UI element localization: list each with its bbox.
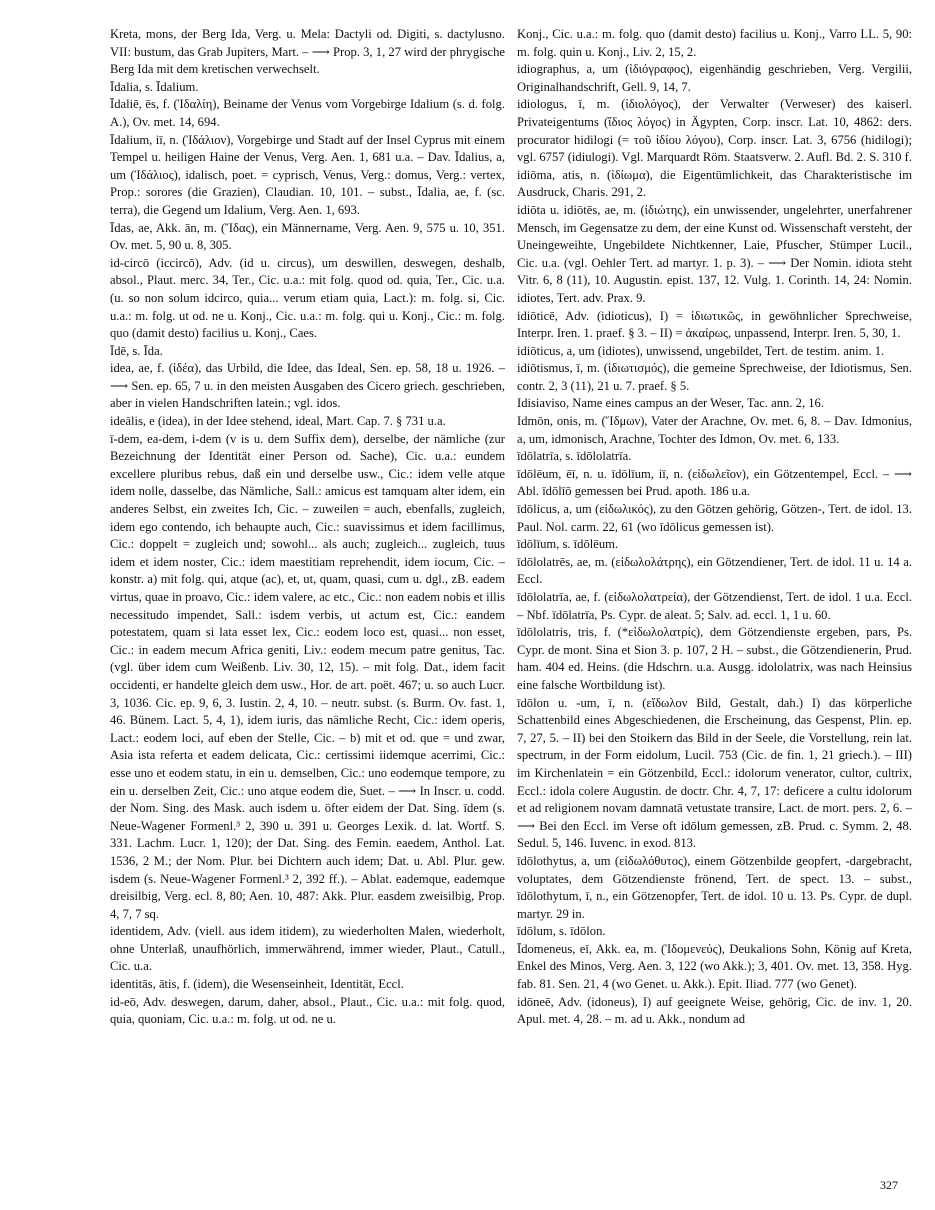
entry: īdōlolatrīa, ae, f. (εἰδωλολατρεία), der Götzendienst, Tert. de idol. 1 u.a. Eccl. – Nbf. īdōlatrīa, Ps. Cypr. de aleat. 5; Salv. ad. eccl. 1, 1 u. 60. [517, 590, 912, 622]
page-number: 327 [880, 1178, 898, 1192]
entry: id-eō, Adv. deswegen, darum, daher, absol., Plaut., Cic. u.a.: mit folg. quod, quia, quoniam, Cic. u.a.: m. folg. ut od. ne u. [110, 994, 505, 1027]
entry: īdōlon u. -um, ī, n. (εἴδωλον Bild, Gestalt, dah.) I) das körperliche Schattenbild eines Abgeschiedenen, die Erscheinung, das Gespenst, Plin. ep. 7, 27, 5. – II) bei den Stoikern das Bild in der Seele, die Vorstellung, rein lat. spectrum, in der Form eidolum, Lucil. 753 (Cic. de fin. 1, 21 griech.). – III) im Kirchenlatein = ein Götzenbild, Eccl.: idolorum venerator, cultor, cultrix, Eccl.: idola colere Augustin. de doctr. Chr. 4, 7, 17: deficere a cultu idolorum et ad religionem novam damnatā vetustate transire, Lact. de mort. pers. 2, 6. – ⟶ Bei den Eccl. im Verse oft idōlum gemessen, zB. Prud. c. Symm. 2, 48. Sedul. 5, 146. Iuvenc. in exod. 813. [517, 695, 912, 851]
entry: ideālis, e (idea), in der Idee stehend, ideal, Mart. Cap. 7. § 731 u.a. [110, 414, 446, 429]
entry: idiologus, ī, m. (ἰδιολόγος), der Verwalter (Verweser) des kaiserl. Privateigentums (ἴδιος λόγος) in Ägypten, Corp. inscr. Lat. 10, 4862: ders. procurator hidilogi (= τοῦ ἰδίου λόγου), Corp. inscr. Lat. 3, 6756 (hidilogi); vgl. 6757 (idiulogi). Vgl. Marquardt Röm. Staatsverw. 2. Aufl. Bd. 2. S. 310 f. [517, 97, 912, 165]
entry: idiōticus, a, um (idiotes), unwissend, ungebildet, Tert. de testim. anim. 1. [517, 343, 885, 358]
entry: īdōlum, s. īdōlon. [517, 924, 606, 939]
entry: Īdē, s. Īda. [110, 343, 163, 358]
entry: Īdomeneus, eī, Akk. ea, m. (Ἰδομενεύς), Deukalions Sohn, König auf Kreta, Enkel des Minos, Verg. Aen. 3, 122 (wo Akk.); 3, 401. Ov. met. 13, 358. Hyg. fab. 81. Sen. 21, 4 (wo Genet. u. Akk.). Epit. Iliad. 777 (wo Genet). [517, 941, 912, 992]
entry: idōneē, Adv. (idoneus), I) auf geeignete Weise, gehörig, Cic. de inv. 1, 20. Apul. met. 4, 28. – m. ad u. Akk., nondum ad [517, 994, 912, 1027]
entry: Īdaliē, ēs, f. (Ἰδαλίη), Beiname der Venus vom Vorgebirge Idalium (s. d. folg. A.), Ov. met. 14, 694. [110, 97, 505, 129]
entry: idiōma, atis, n. (ἰδίωμα), die Eigentümlichkeit, das Charakteristische im Ausdruck, Charis. 291, 2. [517, 167, 912, 200]
entry: Idisiaviso, Name eines campus an der Weser, Tac. ann. 2, 16. [517, 396, 824, 411]
entry: idiōticē, Adv. (idioticus), I) = ἰδιωτικῶς, in gewöhnlicher Sprechweise, Interpr. Iren. 1. praef. § 3. – II) = ἀκαίρως, unpassend, Interpr. Iren. 5, 30, 1. [517, 308, 912, 341]
entry: Īdalium, iī, n. (Ἰδάλιον), Vorgebirge und Stadt auf der Insel Cyprus mit einem Tempel u. heiligen Haine der Venus, Verg. Aen. 1, 681 u.a. – Dav. Īdalius, a, um (Ἰδάλιος), idalisch, poet. = cyprisch, Venus, Verg.: domus, Verg.: vertex, Prop.: sorores (die Grazien), Claudian. 10, 101. – subst., Īdalia, ae, f. (sc. terra), die Gegend um Idalium, Verg. Aen. 1, 693. [110, 132, 505, 217]
entry: īdōlēum, ēī, n. u. īdōlīum, iī, n. (εἰδωλεῖον), ein Götzentempel, Eccl. – ⟶ Abl. īdōlīō gemessen bei Prud. apoth. 186 u.a. [517, 466, 912, 499]
entry: Īdalia, s. Īdalium. [110, 79, 199, 94]
entry: id-circō (iccircō), Adv. (id u. circus), um deswillen, deswegen, deshalb, absol., Plaut. merc. 34, Ter., Cic. u.a.: mit folg. quod od. quia, Ter., Cic. u.a. (u. so non solum idcirco, quia... verum etiam quia, Lact.): m. folg. si, Cic. u.a.: m. folg. ut od. ne u. Konj., Cic. u.a.: m. folg. qui u. Konj., Cic.: m. folg. quo (damit desto) facilius u. Konj., Caes. [110, 255, 505, 341]
entry: Īdas, ae, Akk. ān, m. (Ἴδας), ein Männername, Verg. Aen. 9, 575 u. 10, 351. Ov. met. 5, 90 u. 8, 305. [110, 220, 505, 253]
left-column [110, 26, 505, 1029]
entry: Idmōn, onis, m. (Ἴδμων), Vater der Arachne, Ov. met. 6, 8. – Dav. Idmonius, a, um, idmonisch, Arachne, Tochter des Idmon, Ov. met. 6, 133. [517, 414, 912, 446]
entry: idiōtismus, ī, m. (ἰδιωτισμός), die gemeine Sprechweise, der Idiotismus, Sen. contr. 2, 3 (11), 21 u. 7. praef. § 5. [517, 361, 912, 393]
entry: Konj., Cic. u.a.: m. folg. quo (damit desto) facilius u. Konj., Varro LL. 5, 90: m. folg. quin u. Konj., Liv. 2, 15, 2. [517, 27, 912, 59]
entry: īdōlicus, a, um (εἰδωλικός), zu den Götzen gehörig, Götzen-, Tert. de idol. 13. Paul. Nol. carm. 22, 61 (wo īdōlicus gemessen ist). [517, 502, 912, 534]
entry: īdōlolatris, tris, f. (*εἰδωλολατρίς), dem Götzendienste ergeben, pars, Ps. Cypr. de mont. Sina et Sion 3. p. 107, 2 H. – subst., die Götzendienerin, Prud. ham. 404 ed. Heins. (die Hdschrn. u.a. Ausgg. idololatrix, was nach Heinsius eine falsche Wortbildung ist). [517, 625, 912, 692]
entry: idiōta u. idiōtēs, ae, m. (ἰδιώτης), ein unwissender, ungelehrter, unerfahrener Mensch, im Gegensatze zu dem, der eine Kunst od. Wissenschaft versteht, der Uneingeweihte, Ungebildete Nichtkenner, Laie, Pfuscher, Stümper Lucil., Cic. u.a. (vgl. Oehler Tert. ad martyr. 1. p. 3). – ⟶ Der Nomin. idiota steht Vitr. 6, 8 (11), 10. Augustin. epist. 137, 12. Vulg. 1. Corinth. 14, 24: Nomin. idiotes, Tert. adv. Prax. 9. [517, 202, 912, 305]
entry: īdōlīum, s. īdōlēum. [517, 537, 619, 552]
entry: idea, ae, f. (ἰδέα), das Urbild, die Idee, das Ideal, Sen. ep. 58, 18 u. 1926. – ⟶ Sen. ep. 65, 7 u. in den meisten Ausgaben des Cicero griech. geschrieben, aber in vielen Handschriften latein.; vgl. idos. [110, 361, 505, 411]
entry: ī-dem, ea-dem, i-dem (v is u. dem Suffix dem), derselbe, der nämliche (zur Bezeichnung der Identität einer Person od. Sache), Cic. u.a.: eundem excellere pluribus rebus, daß ein und derselbe usw., Cic.: idem velle atque idem nolle, dasselbe, das Nämliche, Sall.: amicus est tamquam alter idem, ein anderes Selbst, ein zweites Ich, Cic. – zuweilen = auch, ebenfalls, zugleich, idem ego contendo, ich behaupte auch, Cic.: suavissimus et idem facillimus, Cic.: doppelt = zugleich und; sowohl... als auch; zugleich... zugleich, tuus idem et idem noster, Cic.: idem maestitiam reprehendit, idem iocum, Cic. – konstr. a) mit folg. qui, atque (ac), et, ut, quam, quasi, cum u. dgl., zB. eadem virtus, quae in proavo, Cic.: idem valere, ac etc., Cic.: non eadem nobis et illis necessitudo impendet, Sall.: isdem verbis, ut actum est, Cic.: eandem potestatem, quam si lata esset lex, Cic.: eodem loco est, quasi... non esset, Cic.: in eadem mecum Africa geniti, Liv.: eodem mecum patre genitus, Tac. (vgl. über idem cum Weißenb. Liv. 30, 12, 15). – mit folg. Dat., idem facit occidenti, er handelte gleich dem usw., Hor. de art. poët. 467; u. so auch Lucr. 3, 1036. Cic. ep. 9, 6, 3. Iustin. 2, 4, 10. – neutr. subst. (s. Burm. Ov. fast. 1, 46. Bünem. Lact. 5, 4, 1), idem iuris, das nämliche Recht, Cic.: idem operis, Lact.: eodem loci, auf eben der Stelle, Cic. – b) mit et od. que = und zwar, Asia ista referta et eadem delicata, Cic.: certissimi iidemque acerrimi, Cic.: esse uno et eodem statu, in ein u. demselben, Cic.: uno eodemque tempore, zu ein u. derselben Zeit, Cic.: uno atque eodem die, Suet. – ⟶ In Inscr. u. codd. der Nom. Sing. des Mask. auch isdem u. öfter eidem der Dat. Sing. īdem (s. Neue-Wagener Formenl.³ 2, 390 u. 391 u. Georges Lexik. d. lat. Wortf. S. 331. Lachm. Lucr. 1, 120); der Dat. Sing. des Femin. eaedem, Anthol. Lat. 1536, 2 M.; der Nom. Plur. bei Dichtern auch idem; Dat. u. Abl. Plur. gew. isdem (s. Neue-Wagener Formenl.³ 2, 392 ff.). – Ablat. eademque, eademque dreisilbig, Verg. ecl. 8, 80; Aen. 10, 487: Akk. Plur. easdem zweisilbig, Prop. 4, 7, 7 sq. [110, 431, 505, 921]
entry: īdōlothytus, a, um (εἰδωλόθυτος), einem Götzenbilde geopfert, -dargebracht, voluptates, dem Götzendienste frönend, Tert. de spect. 13. – subst., īdōlothytum, ī, n., ein Götzenopfer, Tert. de idol. 10 u. 13. Ps. Cypr. de dupl. martyr. 29 in. [517, 853, 912, 921]
entry: identidem, Adv. (viell. aus idem itidem), zu wiederholten Malen, wiederholt, ohne Unterlaß, unaufhörlich, immerwährend, immer wieder, Plaut., Catull., Cic. u.a. [110, 924, 505, 974]
entry: īdōlolatrēs, ae, m. (εἰδωλολάτρης), ein Götzendiener, Tert. de idol. 11 u. 14 a. Eccl. [517, 554, 912, 587]
entry: identitās, ātis, f. (idem), die Wesenseinheit, Identität, Eccl. [110, 977, 404, 992]
right-column [517, 26, 912, 1029]
entry: idiographus, a, um (ἰδιόγραφος), eigenhändig geschrieben, Verg. Vergilii, Originalhandschrift, Gell. 9, 14, 7. [517, 62, 912, 94]
entry: īdōlatrīa, s. īdōlolatrīa. [517, 449, 632, 464]
entry: Kreta, mons, der Berg Ida, Verg. u. Mela: Dactyli od. Digiti, s. dactylusno. VII: bustum, das Grab Jupiters, Mart. – ⟶ Prop. 3, 1, 27 wird der phrygische Berg Ida mit dem kretischen verwechselt. [110, 27, 505, 77]
